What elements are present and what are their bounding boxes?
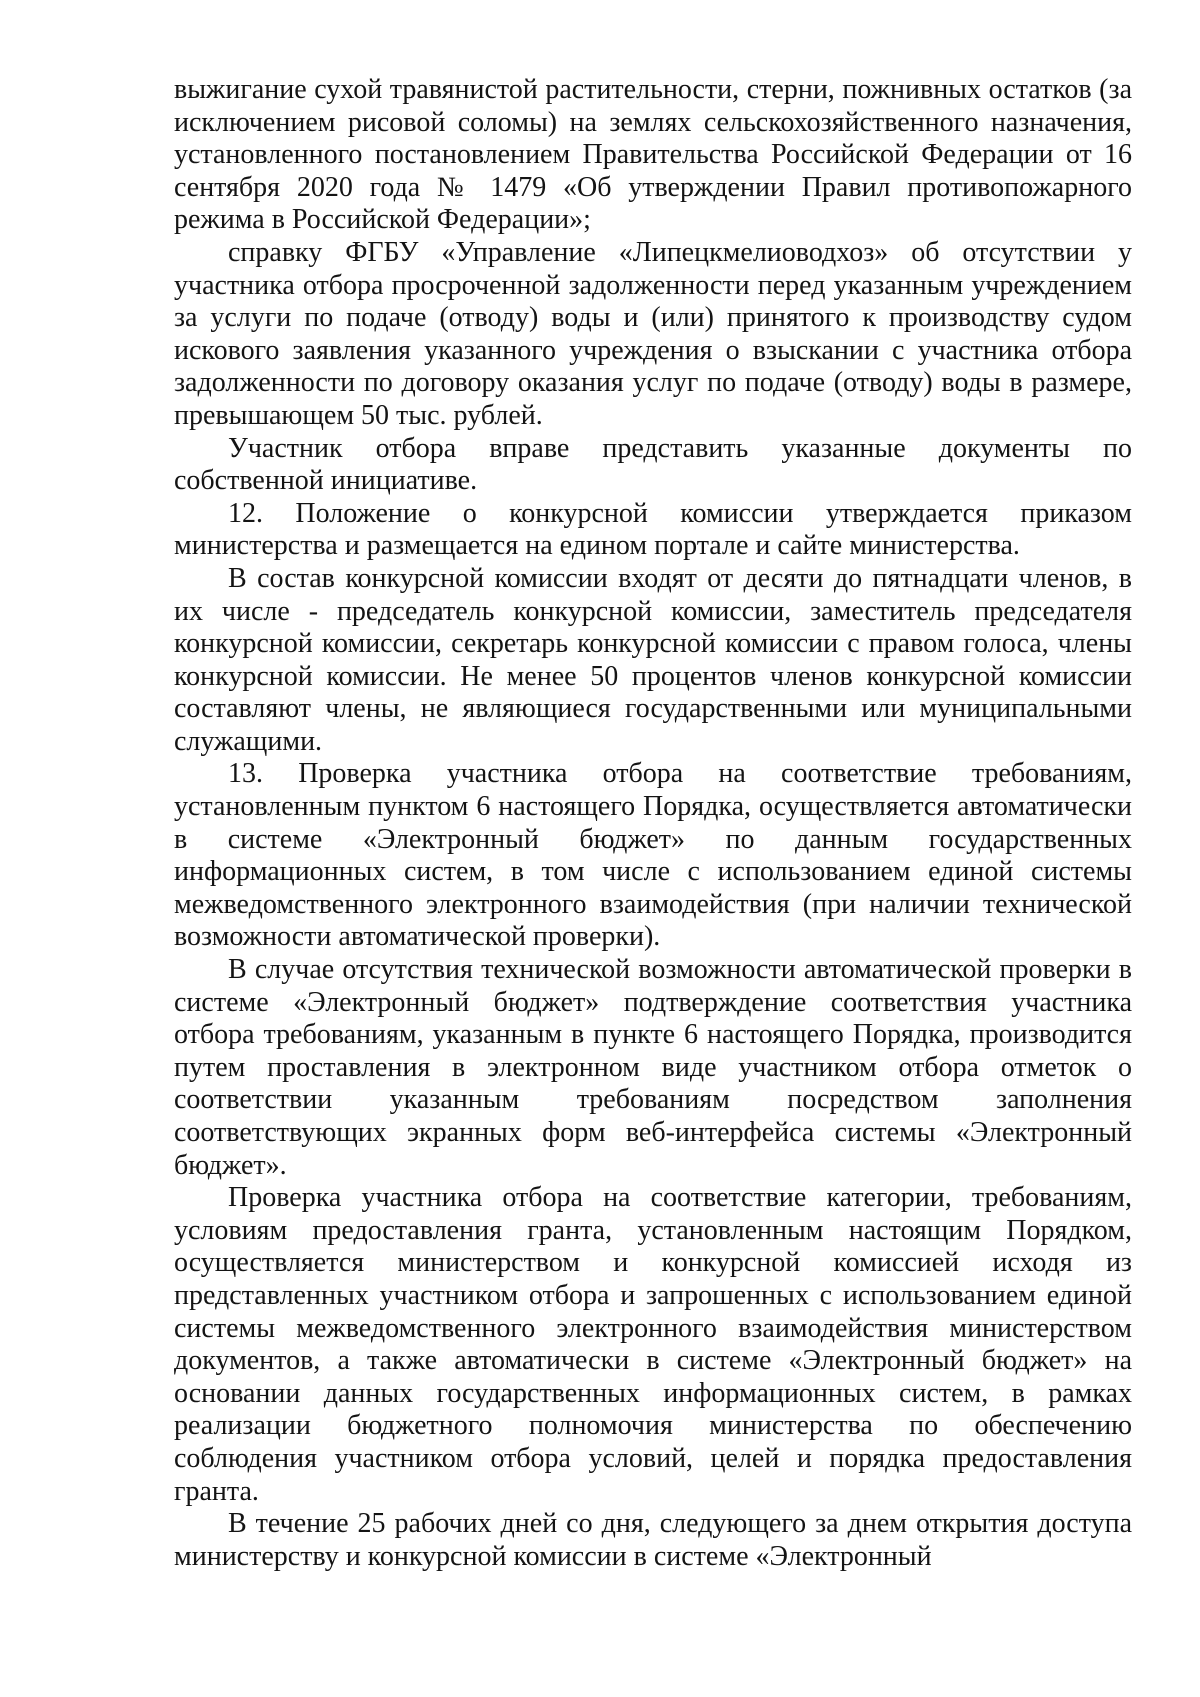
paragraph-item-13: 13. Проверка участника отбора на соответствие требованиям, установленным пунктом 6 настоящего Порядка, осуществляется автоматически в системе «Электронный бюджет» по данным государственных информационных систем, в том числе с использованием единой системы межведомственного электронного взаимодействия (при наличии технической возможности автоматической проверки). (174, 758, 1132, 953)
paragraph-item-12: 12. Положение о конкурсной комиссии утверждается приказом министерства и размещается на едином портале и сайте министерства. (174, 497, 1132, 562)
paragraph-own-initiative: Участник отбора вправе представить указанные документы по собственной инициативе. (174, 432, 1132, 497)
paragraph-25-days: В течение 25 рабочих дней со дня, следующего за днем открытия доступа министерству и конкурсной комиссии в системе «Электронный (174, 1508, 1132, 1572)
paragraph-commission-composition: В состав конкурсной комиссии входят от десяти до пятнадцати членов, в их числе - председатель конкурсной комиссии, заместитель председателя конкурсной комиссии, секретарь конкурсной комиссии с правом голоса, члены конкурсной комиссии. Не менее 50 процентов членов конкурсной комиссии составляют члены, не являющиеся государственными или муниципальными служащими. (174, 562, 1132, 757)
document-page (174, 74, 1132, 1573)
paragraph-no-auto-check: В случае отсутствия технической возможности автоматической проверки в системе «Электронный бюджет» подтверждение соответствия участника отбора требованиям, указанным в пункте 6 настоящего Порядка, производится путем проставления в электронном виде участником отбора отметок о соответствии указанным требованиям посредством заполнения соответствующих экранных форм веб-интерфейса системы «Электронный бюджет». (174, 954, 1132, 1181)
paragraph-certificate: справку ФГБУ «Управление «Липецкмелиоводхоз» об отсутствии у участника отбора просроченной задолженности перед указанным учреждением за услуги по подаче (отводу) воды и (или) принятого к производству судом искового заявления указанного учреждения о взыскании с участника отбора задолженности по договору оказания услуг по подаче (отводу) воды в размере, превышающем 50 тыс. рублей. (174, 236, 1132, 431)
paragraph-category-check: Проверка участника отбора на соответствие категории, требованиям, условиям предоставления гранта, установленным настоящим Порядком, осуществляется министерством и конкурсной комиссией исходя из представленных участником отбора и запрошенных с использованием единой системы межведомственного электронного взаимодействия министерством документов, а также автоматически в системе «Электронный бюджет» на основании данных государственных информационных систем, в рамках реализации бюджетного полномочия министерства по обеспечению соблюдения участником отбора условий, целей и порядка предоставления гранта. (174, 1182, 1132, 1507)
paragraph-continuation: выжигание сухой травянистой растительности, стерни, пожнивных остатков (за исключением рисовой соломы) на землях сельскохозяйственного назначения, установленного постановлением Правительства Российской Федерации от 16 сентября 2020 года № 1479 «Об утверждении Правил противопожарного режима в Российской Федерации»; (174, 74, 1132, 236)
